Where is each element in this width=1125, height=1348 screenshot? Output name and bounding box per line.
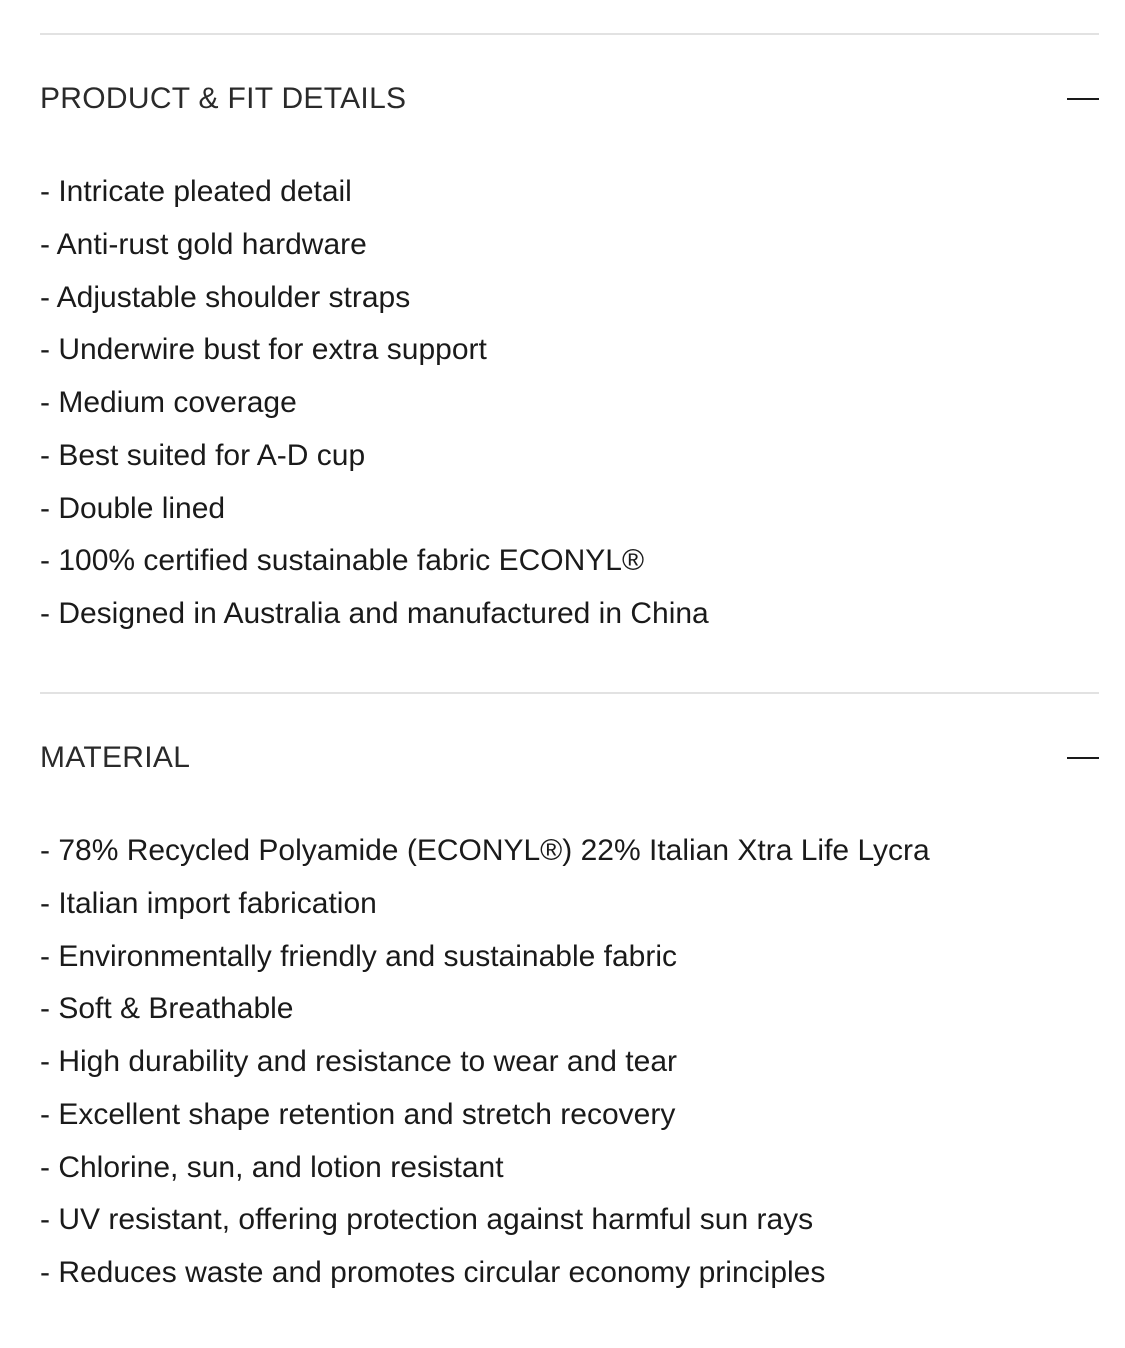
- accordion-section-product-fit-details: [40, 33, 1099, 641]
- accordion-section-material: [40, 692, 1099, 1300]
- list-item: - Anti-rust gold hardware: [40, 227, 367, 261]
- list-item: - UV resistant, offering protection against harmful sun rays: [40, 1203, 814, 1237]
- list-item: - Medium coverage: [40, 386, 297, 419]
- list-item: - Excellent shape retention and stretch recovery: [40, 1097, 676, 1131]
- accordion-header-material[interactable]: [40, 694, 1099, 822]
- product-fit-details-list: [40, 166, 1099, 641]
- list-item: - Double lined: [40, 491, 226, 525]
- list-item: - Underwire bust for extra support: [40, 333, 487, 367]
- list-item: - Designed in Australia and manufactured in China: [40, 597, 709, 630]
- minus-icon[interactable]: [1067, 83, 1099, 115]
- list-item: - 100% certified sustainable fabric ECONYL®: [40, 544, 645, 578]
- accordion-header-product-fit-details[interactable]: [40, 35, 1099, 163]
- list-item: - Environmentally friendly and sustainable fabric: [40, 939, 677, 973]
- section-title: PRODUCT & FIT DETAILS: [40, 82, 407, 115]
- section-title: MATERIAL: [40, 741, 191, 774]
- minus-icon[interactable]: [1067, 742, 1099, 774]
- list-item: - Soft & Breathable: [40, 992, 294, 1026]
- list-item: - Reduces waste and promotes circular economy principles: [40, 1256, 826, 1289]
- list-item: - Adjustable shoulder straps: [40, 280, 411, 314]
- list-item: - Chlorine, sun, and lotion resistant: [40, 1150, 504, 1184]
- list-item: - High durability and resistance to wear and tear: [40, 1045, 678, 1078]
- list-item: - 78% Recycled Polyamide (ECONYL®) 22% Italian Xtra Life Lycra: [40, 834, 930, 867]
- list-item: - Intricate pleated detail: [40, 175, 352, 208]
- list-item: - Best suited for A-D cup: [40, 438, 366, 472]
- list-item: - Italian import fabrication: [40, 886, 377, 920]
- material-details-list: [40, 825, 1099, 1300]
